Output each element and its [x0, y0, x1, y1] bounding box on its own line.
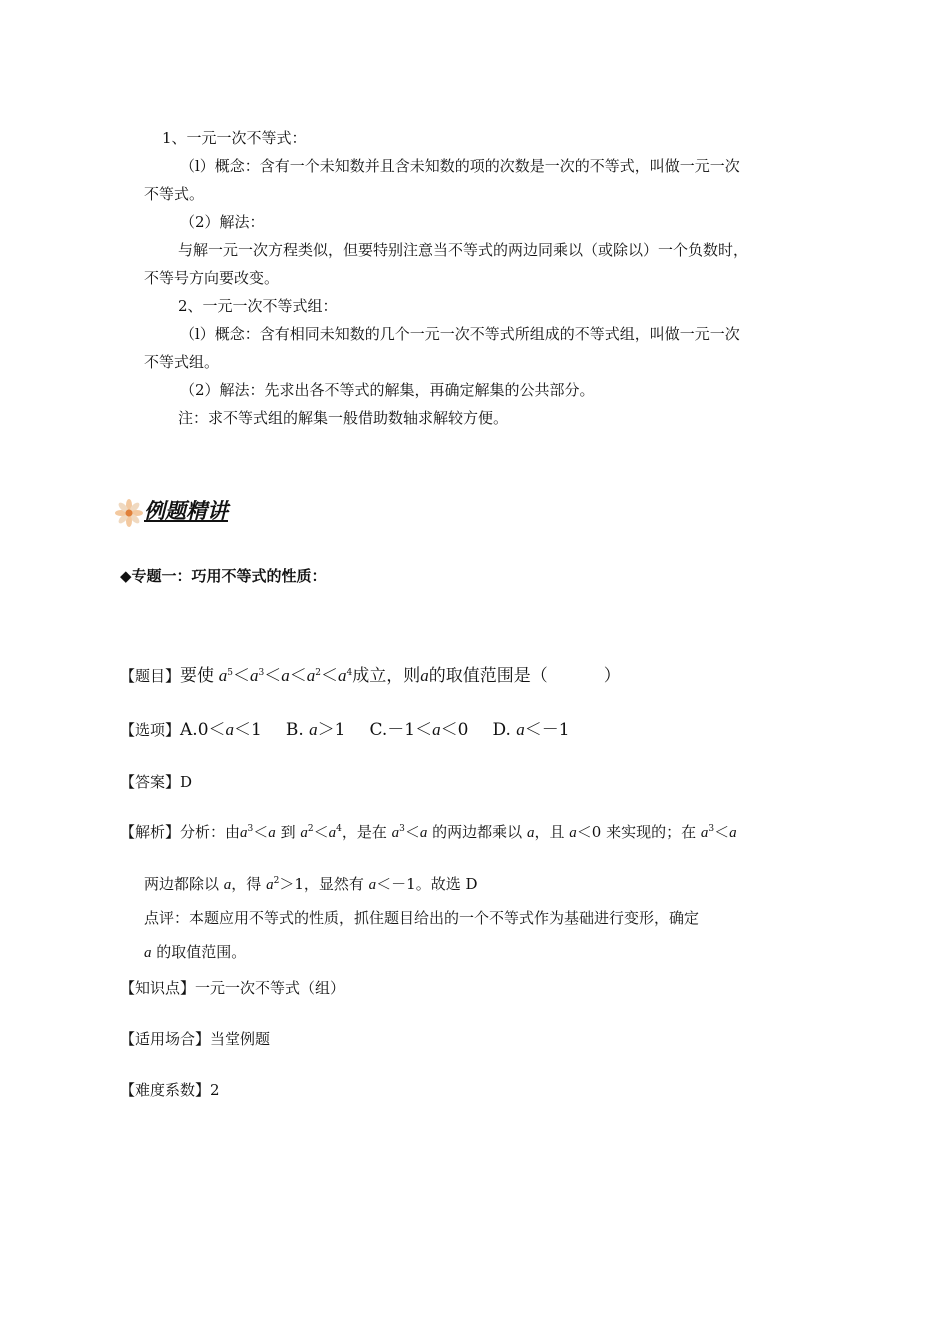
- p2-concept-line2: 不等式组。: [144, 353, 220, 371]
- scenario-label: 【适用场合】: [120, 1030, 211, 1048]
- p2-method: （2）解法：先求出各不等式的解集，再确定解集的公共部分。: [180, 381, 595, 399]
- option-a: A.0＜a＜1: [180, 720, 262, 740]
- answer: [120, 772, 192, 792]
- scenario: [120, 1029, 270, 1049]
- question: 【题目】要使 $a^5<a^3<a<a^2<a^4$成立，则a的取值范围是（ ）: [120, 666, 621, 686]
- answer-value: D: [180, 773, 193, 791]
- question-prefix: 要使: [180, 666, 215, 686]
- analysis-label: 【解析】: [120, 823, 181, 841]
- difficulty: [120, 1080, 220, 1100]
- answer-label: 【答案】: [120, 773, 181, 791]
- question-label: 【题目】: [120, 667, 181, 685]
- options-label: 【选项】: [120, 721, 181, 739]
- knowledge-point: [120, 978, 345, 998]
- p1-method-line1: 与解一元一次方程类似，但要特别注意当不等式的两边同乘以（或除以）一个负数时，: [178, 241, 749, 259]
- p1-method-title: （2）解法：: [180, 213, 265, 231]
- question-close: ）: [603, 666, 621, 686]
- p1-method-line2: 不等号方向要改变。: [144, 269, 280, 287]
- comment-line2: a 的取值范围。: [144, 943, 247, 961]
- question-suffix1: 成立，则: [352, 666, 421, 686]
- option-c: C.－1＜a＜0: [369, 720, 469, 740]
- difficulty-value: 2: [210, 1081, 220, 1099]
- p1-concept-line1: （l）概念：含有一个未知数并且含未知数的项的次数是一次的不等式，叫做一元一次: [180, 157, 740, 175]
- p1-title: 1、一元一次不等式：: [162, 129, 307, 147]
- knowledge-label: 【知识点】: [120, 979, 196, 997]
- p2-title: 2、一元一次不等式组：: [178, 297, 338, 315]
- option-b: B. a＞1: [285, 720, 346, 740]
- difficulty-label: 【难度系数】: [120, 1081, 211, 1099]
- comment-line1: 点评：本题应用不等式的性质，抓住题目给出的一个不等式作为基础进行变形，确定: [144, 909, 700, 927]
- topic-title: ◆专题一：巧用不等式的性质：: [120, 567, 327, 585]
- p1-concept-line2: 不等式。: [144, 185, 205, 203]
- analysis-line1: 【解析】分析：由$a^3<a$ 到 $a^2<a^4$，是在 $a^3<a$ 的两边都乘以 a，且 a＜0 来实现的；在 $a^3<a$: [120, 823, 737, 841]
- flower-icon: [114, 498, 144, 528]
- question-suffix2: 的取值范围是（: [428, 666, 548, 686]
- option-d: D. a＜－1: [492, 720, 570, 740]
- options: [120, 718, 570, 742]
- note: 注：求不等式组的解集一般借助数轴求解较方便。: [178, 409, 509, 427]
- example-heading: 例题精讲: [144, 498, 228, 523]
- p2-concept-line1: （l）概念：含有相同未知数的几个一元一次不等式所组成的不等式组，叫做一元一次: [180, 325, 740, 343]
- analysis-line2: 两边都除以 a，得 $a^2>1$，显然有 a＜－1。故选 D: [144, 875, 478, 893]
- scenario-value: 当堂例题: [210, 1030, 271, 1048]
- knowledge-value: 一元一次不等式（组）: [195, 979, 346, 997]
